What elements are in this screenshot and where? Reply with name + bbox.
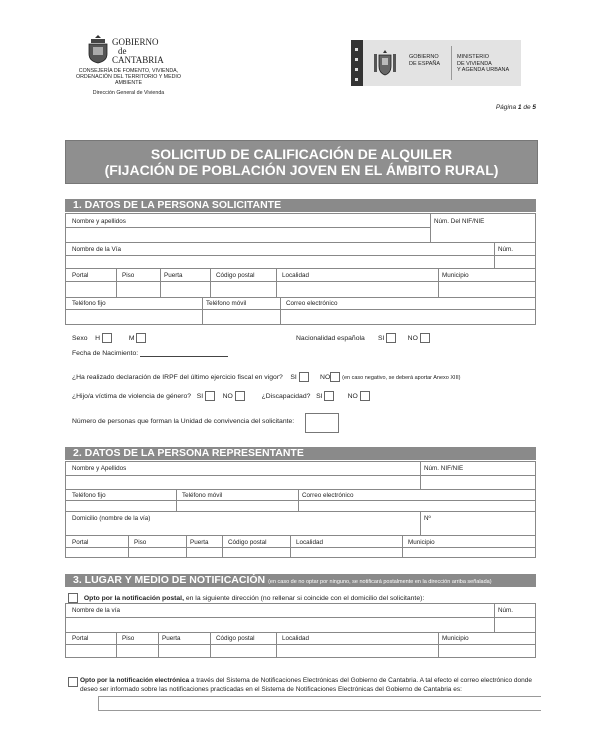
label-puerta: Puerta xyxy=(164,272,183,279)
violencia-row: ¿Hijo/a víctima de violencia de género? SI NO ¿Discapacidad? SI NO xyxy=(72,391,370,401)
label-num-notif: Núm. xyxy=(498,607,514,614)
divider xyxy=(276,632,277,658)
violencia-no-checkbox[interactable] xyxy=(235,391,245,401)
tel-movil-rep-input[interactable] xyxy=(178,501,297,510)
n-rep-input[interactable] xyxy=(422,524,534,534)
nacionalidad-no-checkbox[interactable] xyxy=(420,333,430,343)
page-number: Página 1 de 5 xyxy=(495,104,536,111)
section3-grid xyxy=(65,603,536,658)
discapacidad-no-checkbox[interactable] xyxy=(360,391,370,401)
label-via: Nombre de la Vía xyxy=(72,246,122,253)
divider xyxy=(158,632,159,658)
electronic-checkbox[interactable] xyxy=(68,677,78,687)
sexo-row: Sexo H M xyxy=(72,333,146,343)
piso-notif-input[interactable] xyxy=(118,645,157,657)
line xyxy=(66,511,535,512)
piso-input[interactable] xyxy=(118,282,159,296)
divider xyxy=(276,268,277,297)
nacimiento-row: Fecha de Nacimiento: xyxy=(72,349,228,357)
sexo-m-checkbox[interactable] xyxy=(136,333,146,343)
via-notif-input[interactable] xyxy=(67,618,493,631)
line xyxy=(66,489,535,490)
label-tel-fijo: Teléfono fijo xyxy=(72,300,106,307)
localidad-rep-input[interactable] xyxy=(292,548,401,557)
portal-notif-input[interactable] xyxy=(67,645,115,657)
label-domicilio-rep: Domicilio (nombre de la vía) xyxy=(72,515,151,522)
divider xyxy=(116,268,117,297)
divider xyxy=(438,632,439,658)
divider xyxy=(420,511,421,535)
consejeria-name: CONSEJERÍA DE FOMENTO, VIVIENDA, ORDENACIÓN DEL TERRITORIO Y MEDIO AMBIENTE xyxy=(75,68,182,86)
label-municipio-rep: Municipio xyxy=(408,539,435,546)
tel-fijo-input[interactable] xyxy=(67,310,201,324)
divider xyxy=(494,604,495,632)
divider xyxy=(160,268,161,297)
label-piso: Piso xyxy=(122,272,135,279)
label-puerta-notif: Puerta xyxy=(162,635,181,642)
label-puerta-rep: Puerta xyxy=(190,539,209,546)
section1-heading: 1. DATOS DE LA PERSONA SOLICITANTE xyxy=(65,199,536,212)
direccion-general: Dirección General de Vivienda xyxy=(92,90,165,96)
line xyxy=(66,242,535,243)
municipio-rep-input[interactable] xyxy=(404,548,534,557)
via-input[interactable] xyxy=(67,256,493,267)
personas-row: Número de personas que forman la Unidad de convivencia del solicitante: xyxy=(72,418,295,425)
sexo-h-checkbox[interactable] xyxy=(102,333,112,343)
label-email: Correo electrónico xyxy=(286,300,338,307)
postal-option-row: Opto por la notificación postal, en la siguiente dirección (no rellenar si coincide con el domicilio del solicitante): xyxy=(68,593,424,603)
nif-input[interactable] xyxy=(432,228,534,241)
logo-divider xyxy=(451,46,452,80)
label-localidad-notif: Localidad xyxy=(282,635,309,642)
nombre-rep-input[interactable] xyxy=(67,476,419,488)
gobierno-espana-text: GOBIERNO DE ESPAÑA xyxy=(409,54,441,67)
puerta-input[interactable] xyxy=(162,282,209,296)
num-notif-input[interactable] xyxy=(496,618,534,631)
personas-input[interactable] xyxy=(305,413,339,433)
label-municipio: Municipio xyxy=(442,272,469,279)
label-municipio-notif: Municipio xyxy=(442,635,469,642)
label-portal: Portal xyxy=(72,272,89,279)
label-nombre-rep: Nombre y Apellidos xyxy=(72,465,127,472)
line xyxy=(66,268,535,269)
label-nif-rep: Núm. NIF/NIE xyxy=(424,465,464,472)
localidad-notif-input[interactable] xyxy=(278,645,437,657)
section2-heading: 2. DATOS DE LA PERSONA REPRESENTANTE xyxy=(65,447,536,460)
line xyxy=(66,632,535,633)
label-email-rep: Correo electrónico xyxy=(302,492,354,499)
irpf-row: ¿Ha realizado declaración de IRPF del último ejercicio fiscal en vigor? SI NO (en caso negativo, se deberá aportar Anexo XIII) xyxy=(72,373,461,381)
email-notif-input[interactable] xyxy=(98,696,541,711)
divider xyxy=(430,214,431,242)
divider xyxy=(438,268,439,297)
puerta-rep-input[interactable] xyxy=(188,548,221,557)
municipio-input[interactable] xyxy=(440,282,534,296)
section3-heading: 3. LUGAR Y MEDIO DE NOTIFICACIÓN (en caso de no optar por ninguno, se notificará postalmente en la dirección arriba señalada) xyxy=(65,574,536,587)
violencia-si-checkbox[interactable] xyxy=(205,391,215,401)
num-input[interactable] xyxy=(496,256,534,267)
logo-sidebar xyxy=(351,40,363,86)
label-via-notif: Nombre de la vía xyxy=(72,607,120,614)
domicilio-rep-input[interactable] xyxy=(67,524,419,534)
label-tel-movil: Teléfono móvil xyxy=(206,300,247,307)
label-piso-notif: Piso xyxy=(122,635,135,642)
line xyxy=(66,297,535,298)
section2-grid xyxy=(65,461,536,558)
label-cp-notif: Código postal xyxy=(216,635,255,642)
puerta-notif-input[interactable] xyxy=(160,645,209,657)
tel-fijo-rep-input[interactable] xyxy=(67,501,175,510)
cp-input[interactable] xyxy=(212,282,275,296)
nacimiento-input[interactable] xyxy=(140,349,228,357)
label-cp-rep: Código postal xyxy=(228,539,267,546)
divider xyxy=(116,632,117,658)
label-tel-movil-rep: Teléfono móvil xyxy=(182,492,223,499)
irpf-no-checkbox[interactable] xyxy=(330,372,340,382)
localidad-input[interactable] xyxy=(278,282,437,296)
label-portal-rep: Portal xyxy=(72,539,89,546)
divider xyxy=(280,297,281,325)
tel-movil-input[interactable] xyxy=(204,310,279,324)
nacionalidad-row: Nacionalidad española SI NO xyxy=(296,333,430,343)
divider xyxy=(202,297,203,325)
label-num: Núm. xyxy=(498,246,514,253)
irpf-si-checkbox[interactable] xyxy=(299,372,309,382)
form-title: SOLICITUD DE CALIFICACIÓN DE ALQUILER (FIJACIÓN DE POBLACIÓN JOVEN EN EL ÁMBITO RURAL) xyxy=(65,140,538,184)
postal-checkbox[interactable] xyxy=(68,593,78,603)
label-tel-fijo-rep: Teléfono fijo xyxy=(72,492,106,499)
ministerio-logo-block xyxy=(351,40,521,86)
divider xyxy=(210,632,211,658)
label-portal-notif: Portal xyxy=(72,635,89,642)
cp-notif-input[interactable] xyxy=(212,645,275,657)
label-nif: Núm. Del NIF/NIE xyxy=(434,218,485,225)
cantabria-coat-of-arms-icon xyxy=(86,34,110,64)
label-n-rep: Nº xyxy=(424,515,431,522)
piso-rep-input[interactable] xyxy=(130,548,185,557)
cp-rep-input[interactable] xyxy=(224,548,289,557)
municipio-notif-input[interactable] xyxy=(440,645,534,657)
spain-coat-of-arms-icon xyxy=(373,49,397,77)
ministerio-text: MINISTERIO DE VIVIENDA Y AGENDA URBANA xyxy=(457,54,510,73)
label-nombre: Nombre y apellidos xyxy=(72,218,126,225)
electronic-text: Opto por la notificación electrónica a través del Sistema de Notificaciones Electrónicas del Gobierno de Cantabria. A tal efecto el correo electrónico donde deseo ser informado sobre las notificaciones practicadas en el Sistema de Notificaciones Electrónicas del Gobierno de Cantabria es: xyxy=(80,677,532,693)
section1-grid xyxy=(65,213,536,325)
nombre-input[interactable] xyxy=(67,228,429,241)
email-input[interactable] xyxy=(282,310,534,324)
nacionalidad-si-checkbox[interactable] xyxy=(386,333,396,343)
portal-input[interactable] xyxy=(67,282,115,296)
label-localidad: Localidad xyxy=(282,272,309,279)
label-cp: Código postal xyxy=(216,272,255,279)
label-piso-rep: Piso xyxy=(134,539,147,546)
nif-rep-input[interactable] xyxy=(422,476,534,488)
portal-rep-input[interactable] xyxy=(67,548,127,557)
divider xyxy=(210,268,211,297)
cantabria-name: GOBIERNO de CANTABRIA xyxy=(112,37,164,65)
label-localidad-rep: Localidad xyxy=(296,539,323,546)
email-rep-input[interactable] xyxy=(300,501,534,510)
discapacidad-si-checkbox[interactable] xyxy=(324,391,334,401)
line xyxy=(66,535,535,536)
